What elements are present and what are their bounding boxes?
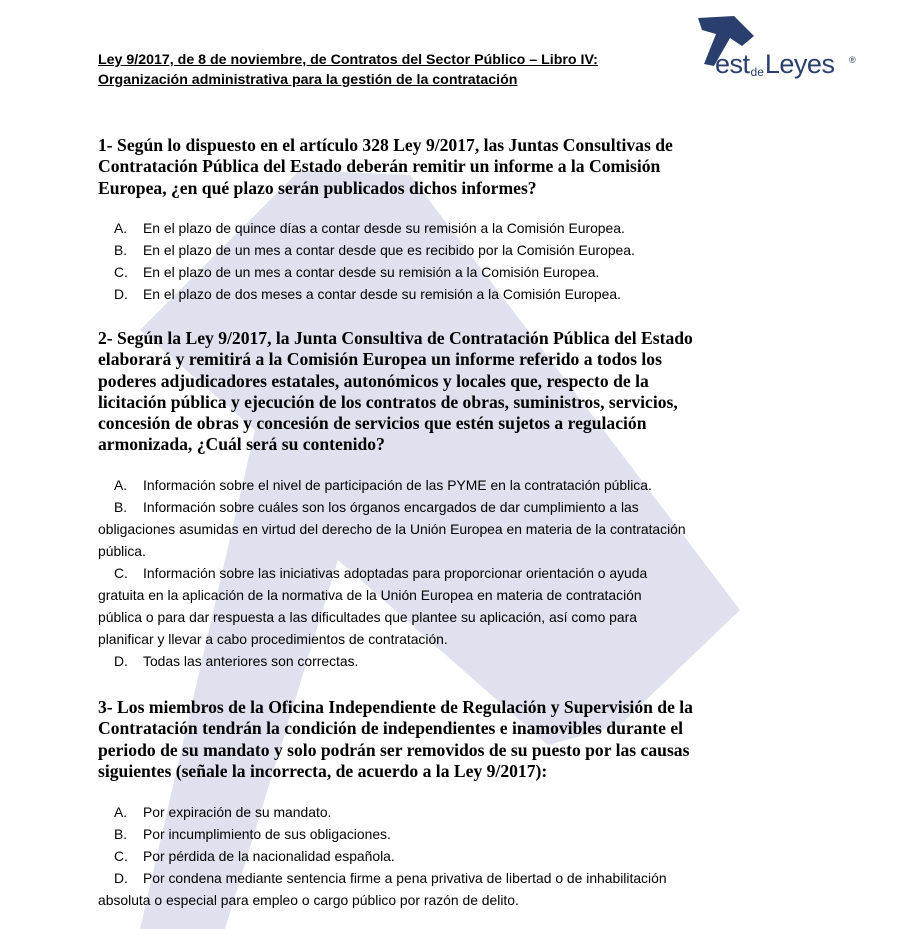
testdeleyes-logo <box>688 12 868 84</box>
option-text: Por condena mediante sentencia firme a pena privativa de libertad o de inhabilitación <box>143 870 667 886</box>
option-b <box>98 823 667 845</box>
option-letter: C. <box>114 848 128 864</box>
option-text-continuation: planificar y llevar a cabo procedimientos de contratación. <box>98 631 448 647</box>
question-line: 3- Los miembros de la Oficina Independiente de Regulación y Supervisión de la <box>98 697 693 717</box>
option-text: En el plazo de un mes a contar desde su remisión a la Comisión Europea. <box>143 264 600 280</box>
option-d <box>98 867 667 889</box>
question-line: 1- Según lo dispuesto en el artículo 328 Ley 9/2017, las Juntas Consultivas de <box>98 135 673 155</box>
question-line: periodo de su mandato y solo podrán ser removidos de su puesto por las causas <box>98 739 690 760</box>
question-line: siguientes (señale la incorrecta, de acuerdo a la Ley 9/2017): <box>98 760 548 781</box>
question-1 <box>98 135 673 199</box>
option-text: Todas las anteriores son correctas. <box>143 653 359 669</box>
question-1-options <box>98 217 635 305</box>
option-letter: A. <box>114 220 128 236</box>
option-text: Por incumplimiento de sus obligaciones. <box>143 826 391 842</box>
option-letter: C. <box>114 565 128 581</box>
option-b <box>98 496 686 518</box>
question-2 <box>98 328 693 456</box>
option-text: En el plazo de quince días a contar desde su remisión a la Comisión Europea. <box>143 220 625 236</box>
option-letter: C. <box>114 264 128 280</box>
option-a <box>98 801 667 823</box>
option-letter: B. <box>114 499 128 515</box>
logo-text <box>715 49 834 87</box>
logo-text-part: Leyes <box>764 49 835 79</box>
option-text: Información sobre cuáles son los órganos encargados de dar cumplimiento a las <box>143 499 639 515</box>
option-c <box>98 261 635 283</box>
option-letter: A. <box>114 477 128 493</box>
option-a <box>98 217 635 239</box>
option-text: Información sobre el nivel de participación de las PYME en la contratación pública. <box>143 477 652 493</box>
option-letter: D. <box>114 286 128 302</box>
option-letter: A. <box>114 804 128 820</box>
question-line: poderes adjudicadores estatales, autonómicos y locales que, respecto de la <box>98 370 649 391</box>
option-text: En el plazo de un mes a contar desde que es recibido por la Comisión Europea. <box>143 242 635 258</box>
option-a <box>98 474 686 496</box>
question-3 <box>98 697 693 782</box>
option-d <box>98 650 686 672</box>
option-text: Por pérdida de la nacionalidad española. <box>143 848 395 864</box>
title-line: Organización administrativa para la gestión de la contratación <box>98 72 518 88</box>
question-line: concesión de obras y concesión de servicios que estén sujetos a regulación <box>98 413 647 434</box>
logo-text-part: est <box>715 49 750 79</box>
question-line: Europea, ¿en qué plazo serán publicados dichos informes? <box>98 177 537 198</box>
question-line: armonizada, ¿Cuál será su contenido? <box>98 434 385 455</box>
registered-mark: ® <box>849 55 856 65</box>
option-letter: D. <box>114 653 128 669</box>
title-line: Ley 9/2017, de 8 de noviembre, de Contratos del Sector Público – Libro IV: <box>98 52 598 68</box>
document-title <box>98 50 658 90</box>
option-text-continuation: pública o para dar respuesta a las dificultades que plantee su aplicación, así como para <box>98 609 637 625</box>
option-letter: B. <box>114 242 128 258</box>
option-c <box>98 845 667 867</box>
option-c <box>98 562 686 584</box>
option-text-continuation: pública. <box>98 543 146 559</box>
question-3-options <box>98 801 667 911</box>
option-b <box>98 239 635 261</box>
question-line: Contratación Pública del Estado deberán remitir un informe a la Comisión <box>98 156 661 177</box>
question-line: Contratación tendrán la condición de independientes e inamovibles durante el <box>98 718 684 739</box>
question-2-options <box>98 474 686 672</box>
question-line: 2- Según la Ley 9/2017, la Junta Consultiva de Contratación Pública del Estado <box>98 328 693 348</box>
question-line: elaborará y remitirá a la Comisión Europea un informe referido a todos los <box>98 349 662 370</box>
option-text-continuation: gratuita en la aplicación de la normativa de la Unión Europea en materia de contratación <box>98 587 642 603</box>
option-text-continuation: absoluta o especial para empleo o cargo público por razón de delito. <box>98 892 519 908</box>
question-line: licitación pública y ejecución de los contratos de obras, suministros, servicios, <box>98 391 678 412</box>
option-letter: B. <box>114 826 128 842</box>
option-d <box>98 283 635 305</box>
option-text: En el plazo de dos meses a contar desde su remisión a la Comisión Europea. <box>143 286 621 302</box>
logo-text-part: de <box>750 65 764 79</box>
option-text: Por expiración de su mandato. <box>143 804 332 820</box>
option-text: Información sobre las iniciativas adoptadas para proporcionar orientación o ayuda <box>143 565 648 581</box>
option-letter: D. <box>114 870 128 886</box>
option-text-continuation: obligaciones asumidas en virtud del derecho de la Unión Europea en materia de la contratación <box>98 521 686 537</box>
